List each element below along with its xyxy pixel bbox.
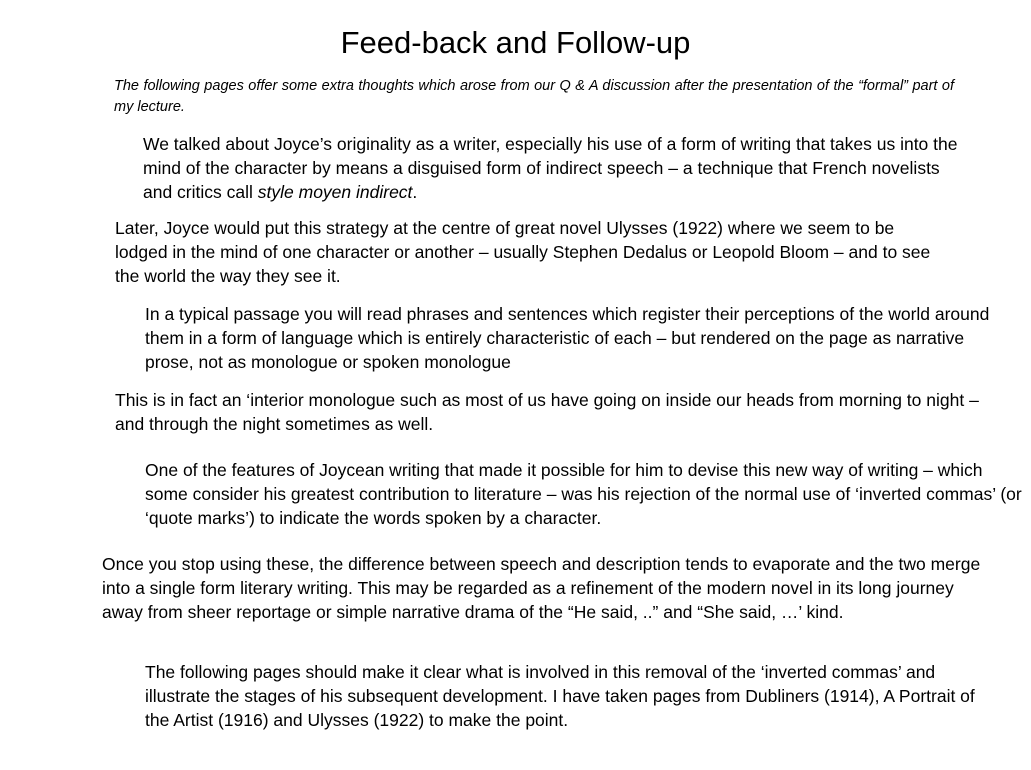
style-moyen-indirect-term: style moyen indirect bbox=[257, 182, 413, 202]
paragraph-typical-passage: In a typical passage you will read phrases and sentences which register their perceptions of the world around them in a form of language which is entirely characteristic of each – but rendered on the page as narrative prose, not as monologue or spoken monologue bbox=[145, 304, 990, 372]
paragraph-speech-description: Once you stop using these, the difference between speech and description tends to evaporate and the two merge into a single form literary writing. This may be regarded as a refinement of the modern novel in its long journey away from sheer reportage or simple narrative drama of the “He said, ..” and “She said, …’ kind. bbox=[102, 554, 981, 622]
paragraph-originality-end: . bbox=[412, 182, 418, 202]
paragraph-originality bbox=[143, 132, 973, 204]
page-title: Feed-back and Follow-up bbox=[340, 25, 691, 60]
intro-note: The following pages offer some extra thoughts which arose from our Q & A discussion after the presentation of the “formal” part of my lecture. bbox=[114, 78, 954, 115]
paragraph-interior-monologue: This is in fact an ‘interior monologue such as most of us have going on inside our heads from morning to night – and through the night sometimes as well. bbox=[115, 390, 979, 434]
paragraph-following-pages: The following pages should make it clear what is involved in this removal of the ‘inverted commas’ and illustrate the stages of his subsequent development. I have taken pages from Dubliners (1914), A Portrait of the Artist (1916) and Ulysses (1922) to make the point. bbox=[145, 662, 975, 730]
paragraph-originality-text: We talked about Joyce’s originality as a writer, especially his use of a form of writing that takes us into the mind of the character by means a disguised form of indirect speech – a technique that French novelists and critics call bbox=[143, 134, 958, 202]
paragraph-ulysses-strategy: Later, Joyce would put this strategy at the centre of great novel Ulysses (1922) where we seem to be lodged in the mind of one character or another – usually Stephen Dedalus or Leopold Bloom – and to see the world the way they see it. bbox=[115, 218, 931, 286]
paragraph-inverted-commas: One of the features of Joycean writing that made it possible for him to devise this new way of writing – which some consider his greatest contribution to literature – was his rejection of the normal use of ‘inverted commas’ (or ‘quote marks’) to indicate the words spoken by a character. bbox=[145, 460, 1022, 528]
